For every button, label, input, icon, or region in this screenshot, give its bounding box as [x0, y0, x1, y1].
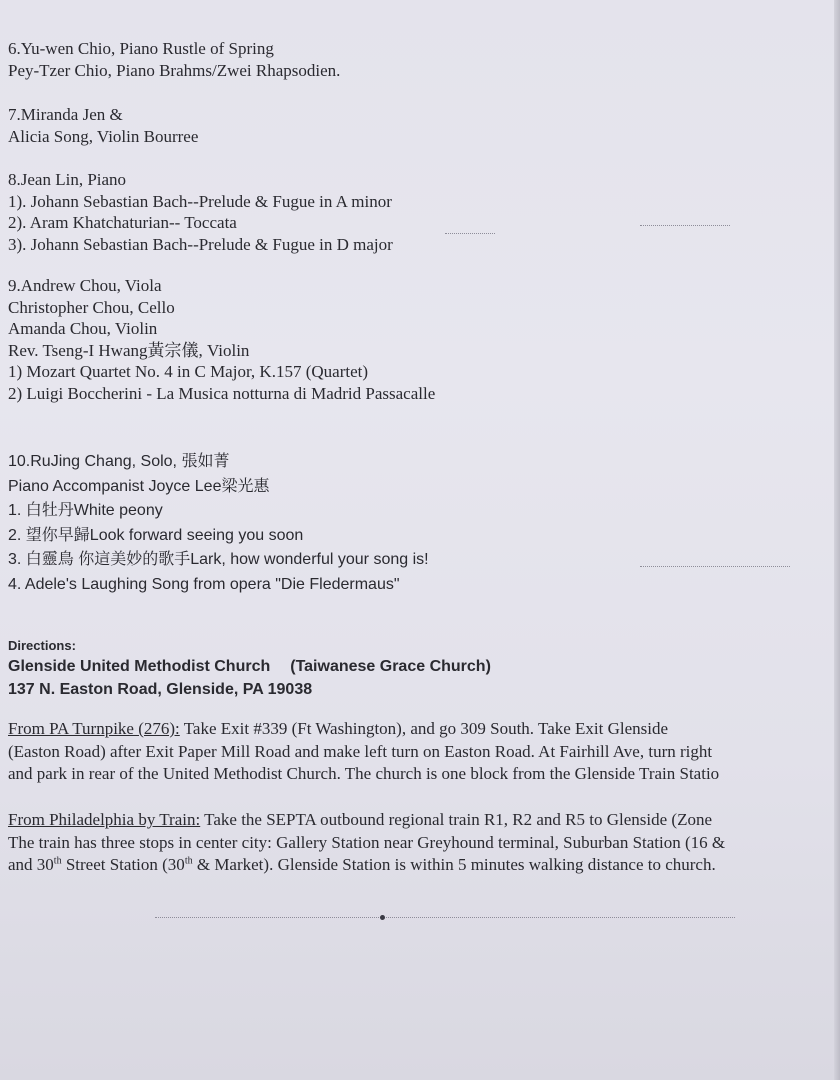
program-item-6 — [8, 38, 840, 81]
train-label: From Philadelphia by Train: — [8, 810, 201, 829]
train-line3-part-b: Street Station (30 — [61, 855, 185, 874]
church-address: 137 N. Easton Road, Glenside, PA 19038 — [8, 681, 313, 698]
item9-line4: Rev. Tseng-I Hwang黃宗儀, Violin — [8, 340, 250, 360]
train-line3-part-c: & Market). Glenside Station is within 5 minutes walking distance to church. — [192, 855, 716, 874]
item8-piece-3: 3). Johann Sebastian Bach--Prelude & Fugue in D major — [8, 234, 393, 254]
program-item-7 — [8, 104, 840, 147]
item9-line3: Amanda Chou, Violin — [8, 319, 158, 338]
item9-line1: 9.Andrew Chou, Viola — [8, 276, 162, 295]
train-line3-part-a: and 30 — [8, 855, 54, 874]
turnpike-label: From PA Turnpike (276): — [8, 719, 180, 738]
directions-heading: Directions: — [8, 638, 76, 653]
church-name — [8, 655, 840, 678]
train-line3-sup-2: th — [184, 855, 193, 867]
bullet-dot — [380, 915, 385, 920]
dotted-rule — [640, 225, 730, 226]
item8-piece-2: 2). Aram Khatchaturian-- Toccata — [8, 213, 237, 232]
turnpike-line-2: (Easton Road) after Exit Paper Mill Road and make left turn on Easton Road. At Fairhill Ave, turn right — [8, 741, 713, 761]
turnpike-directions — [8, 718, 840, 786]
program-item-8 — [8, 169, 840, 255]
dotted-footer-rule — [155, 917, 735, 918]
item10-piece-4: 4. Adele's Laughing Song from opera "Die Fledermaus" — [8, 575, 400, 593]
item6-line2: Pey-Tzer Chio, Piano Brahms/Zwei Rhapsodien. — [8, 60, 341, 80]
item8-piece-1: 1). Johann Sebastian Bach--Prelude & Fugue in A minor — [8, 191, 392, 211]
church-alt-name: (Taiwanese Grace Church) — [290, 658, 491, 675]
dotted-rule — [640, 566, 790, 567]
program-item-9 — [8, 275, 840, 404]
item9-line2: Christopher Chou, Cello — [8, 297, 175, 317]
item10-piece-2: 2. 望你早歸Look forward seeing you soon — [8, 526, 304, 544]
train-line-1 — [8, 809, 840, 832]
train-line-3 — [8, 854, 840, 877]
item8-line1: 8.Jean Lin, Piano — [8, 170, 127, 189]
item9-piece-1: 1) Mozart Quartet No. 4 in C Major, K.157 (Quartet) — [8, 362, 369, 381]
item7-line1: 7.Miranda Jen & — [8, 105, 123, 124]
turnpike-line-3: and park in rear of the United Methodist Church. The church is one block from the Glenside Train Statio — [8, 764, 720, 783]
dotted-rule — [445, 233, 495, 234]
item6-line1: 6.Yu-wen Chio, Piano Rustle of Spring — [8, 39, 274, 58]
train-line-2: The train has three stops in center city: Gallery Station near Greyhound terminal, Suburban Station (16 & — [8, 832, 726, 852]
item9-piece-2: 2) Luigi Boccherini - La Musica notturna di Madrid Passacalle — [8, 383, 436, 403]
item10-piece-3: 3. 白靈鳥 你這美妙的歌手Lark, how wonderful your song is! — [8, 551, 429, 568]
train-text-1: Take the SEPTA outbound regional train R1, R2 and R5 to Glenside (Zone — [200, 810, 713, 829]
item10-line2: Piano Accompanist Joyce Lee梁光惠 — [8, 477, 270, 495]
program-item-10 — [8, 450, 840, 597]
turnpike-line-1 — [8, 718, 840, 741]
item10-line1: 10.RuJing Chang, Solo, 張如菁 — [8, 453, 230, 470]
directions-section — [8, 637, 840, 701]
train-directions — [8, 809, 840, 877]
item10-piece-1: 1. 白牡丹White peony — [8, 502, 163, 519]
item7-line2: Alicia Song, Violin Bourree — [8, 126, 199, 146]
turnpike-text-1: Take Exit #339 (Ft Washington), and go 309 South. Take Exit Glenside — [179, 719, 669, 738]
train-line3-sup-1: th — [53, 855, 62, 867]
church-name-text: Glenside United Methodist Church — [8, 658, 271, 675]
